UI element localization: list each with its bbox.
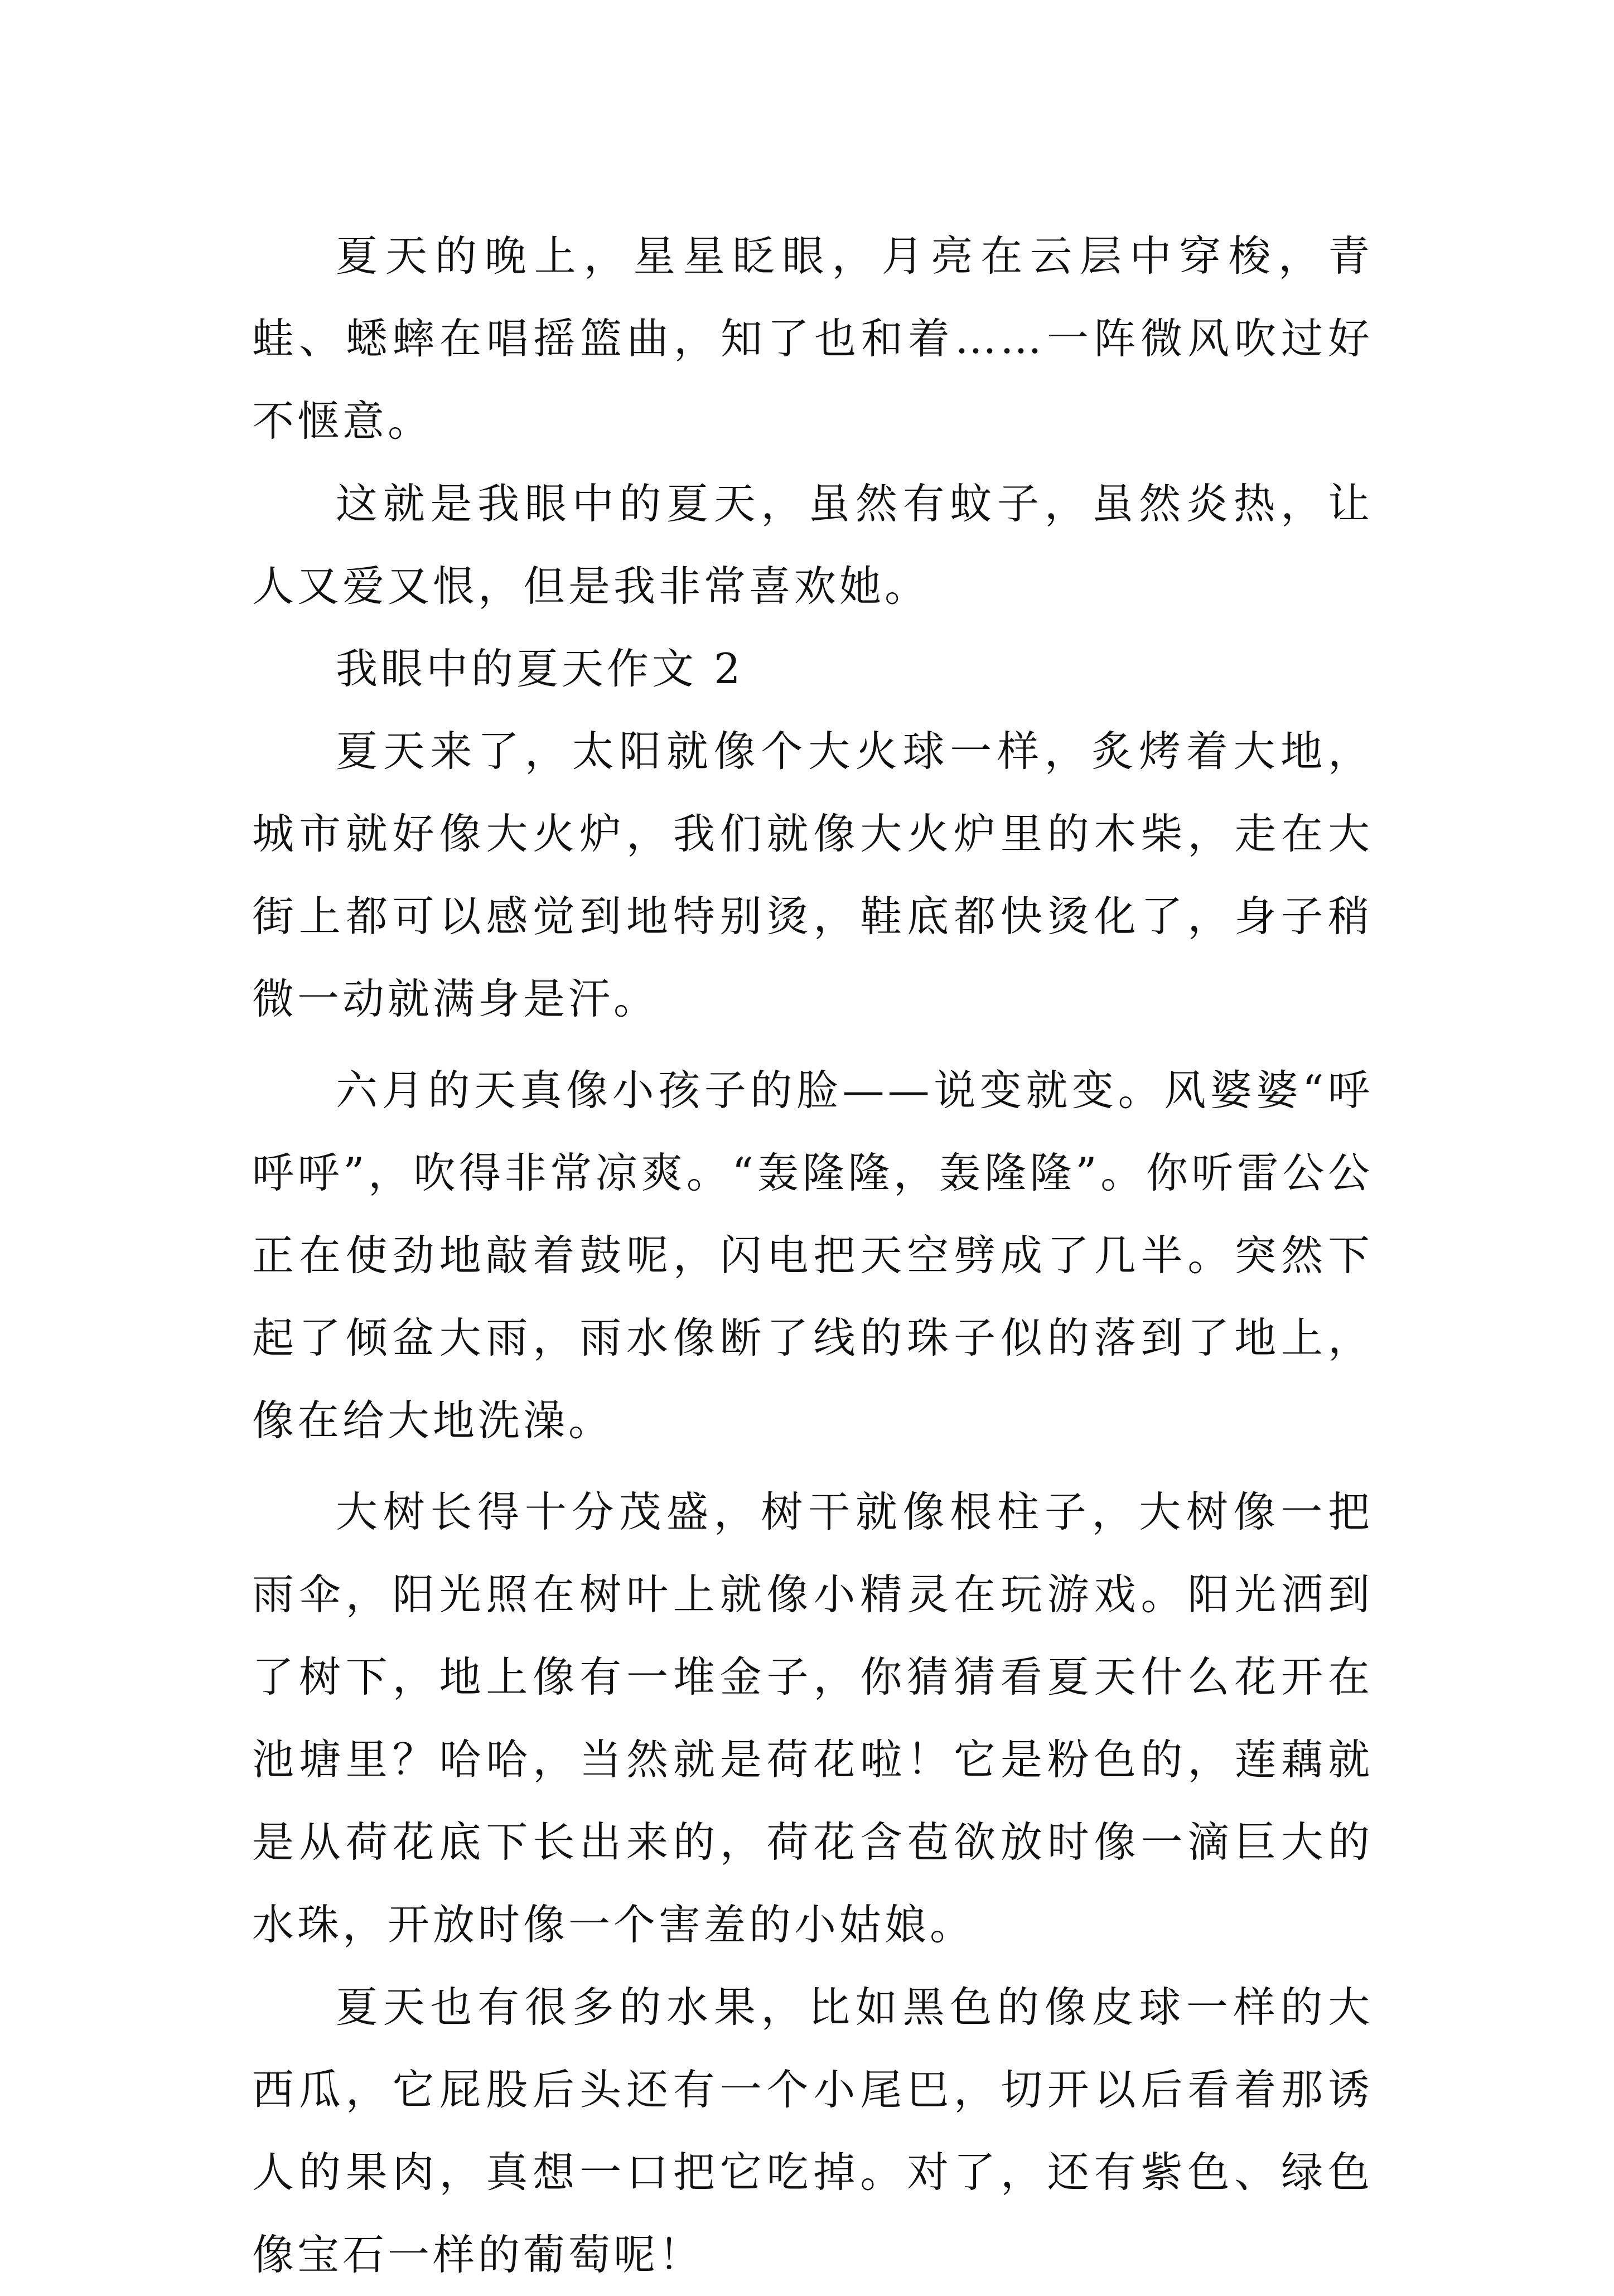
paragraph-trees-and-lotus: 大树长得十分茂盛，树干就像根柱子，大树像一把雨伞，阳光照在树叶上就像小精灵在玩游戏。阳光洒到了树下，地上像有一堆金子，你猜猜看夏天什么花开在池塘里？哈哈，当然就是荷花啦！它是粉色的，莲藕就是从荷花底下长出来的，荷花含苞欲放时像一滴巨大的水珠，开放时像一个害羞的小姑娘。 [252, 1487, 1373, 1949]
paragraph-june-weather: 六月的天真像小孩子的脸——说变就变。风婆婆“呼呼呼”，吹得非常凉爽。“轰隆隆，轰隆隆”。你听雷公公正在使劲地敲着鼓呢，闪电把天空劈成了几半。突然下起了倾盆大雨，雨水像断了线的珠子似的落到了地上，像在给大地洗澡。 [252, 1066, 1373, 1445]
section-title: 我眼中的夏天作文 2 [336, 644, 744, 693]
paragraph-summer-night: 夏天的晚上，星星眨眼，月亮在云层中穿梭，青蛙、蟋蟀在唱摇篮曲，知了也和着……一阵微风吹过好不惬意。 [252, 231, 1373, 446]
paragraph-summer-heat: 夏天来了，太阳就像个大火球一样，炙烤着大地，城市就好像大火炉，我们就像大火炉里的木柴，走在大街上都可以感觉到地特别烫，鞋底都快烫化了，身子稍微一动就满身是汗。 [252, 727, 1373, 1023]
paragraph-summer-fruits: 夏天也有很多的水果，比如黑色的像皮球一样的大西瓜，它屁股后头还有一个小尾巴，切开以后看着那诱人的果肉，真想一口把它吃掉。对了，还有紫色、绿色像宝石一样的葡萄呢！ [252, 1983, 1373, 2279]
paragraph-my-summer: 这就是我眼中的夏天，虽然有蚊子，虽然炎热，让人又爱又恨，但是我非常喜欢她。 [252, 479, 1373, 611]
document-body [252, 215, 1373, 2296]
